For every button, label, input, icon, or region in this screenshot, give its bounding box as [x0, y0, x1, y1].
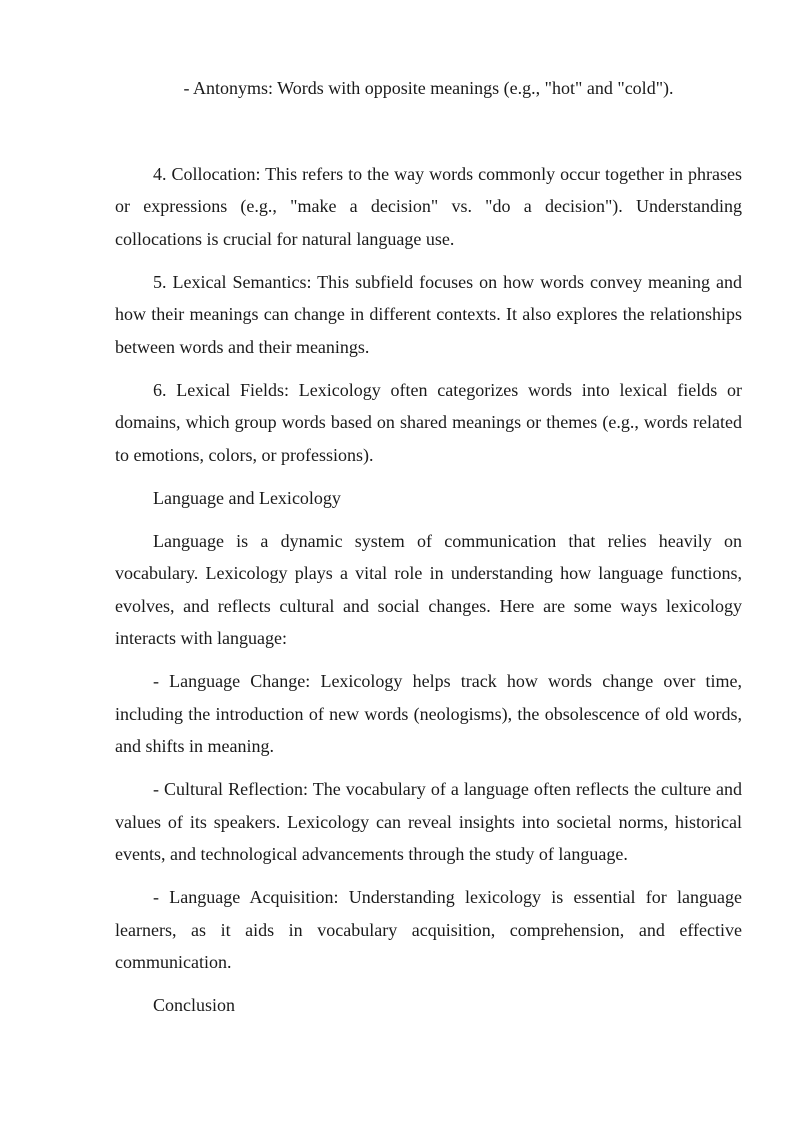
collocation-paragraph: 4. Collocation: This refers to the way words commonly occur together in phrases or expressions (e.g., "make a decision" vs. "do a decision"). Understanding collocations is crucial for natural language use. [115, 163, 742, 249]
language-acquisition-bullet: - Language Acquisition: Understanding lexicology is essential for language learners, as it aids in vocabulary acquisition, comprehension, and effective communication. [115, 887, 742, 972]
lexical-semantics-paragraph: 5. Lexical Semantics: This subfield focuses on how words convey meaning and how their meanings can change in different contexts. It also explores the relationships between words and their meanings. [115, 271, 742, 357]
cultural-reflection-bullet: - Cultural Reflection: The vocabulary of a language often reflects the culture and values of its speakers. Lexicology can reveal insights into societal norms, historical events, and technological advancements through the study of language. [115, 779, 742, 864]
lexical-fields-paragraph: 6. Lexical Fields: Lexicology often categorizes words into lexical fields or domains, which group words based on shared meanings or themes (e.g., words related to emotions, colors, or professions). [115, 379, 742, 465]
section-heading-conclusion: Conclusion [153, 995, 236, 1015]
section-heading-language-and-lexicology: Language and Lexicology [153, 487, 341, 508]
language-intro-paragraph: Language is a dynamic system of communication that relies heavily on vocabulary. Lexicology plays a vital role in understanding how language functions, evolves, and reflects cultural and social changes. Here are some ways lexicology interacts with language: [115, 530, 742, 648]
antonyms-bullet: - Antonyms: Words with opposite meanings (e.g., "hot" and "cold"). [183, 78, 674, 98]
document-page [115, 72, 742, 1032]
language-change-bullet: - Language Change: Lexicology helps track how words change over time, including the introduction of new words (neologisms), the obsolescence of old words, and shifts in meaning. [115, 671, 742, 756]
